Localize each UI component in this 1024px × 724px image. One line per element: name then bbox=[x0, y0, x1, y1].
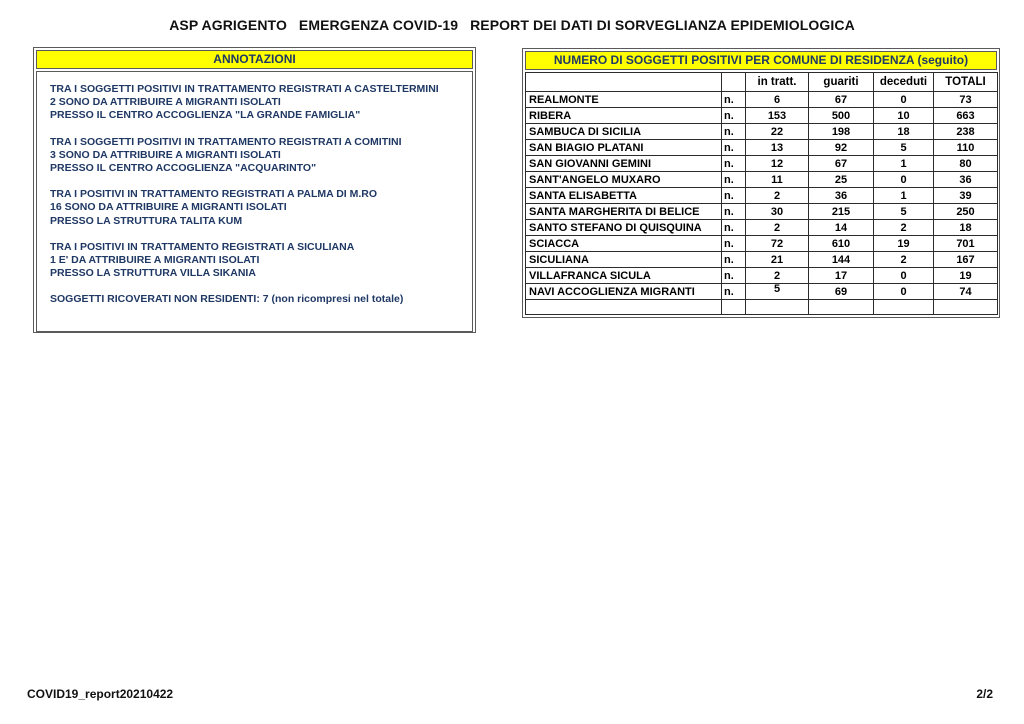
guariti-cell: 500 bbox=[809, 108, 874, 124]
in-tratt-cell: 12 bbox=[746, 156, 809, 172]
annotation-paragraph bbox=[50, 136, 459, 176]
totali-cell: 167 bbox=[934, 252, 998, 268]
in-tratt-cell: 2 bbox=[746, 268, 809, 284]
in-tratt-cell: 5 bbox=[746, 284, 809, 300]
table-row bbox=[526, 188, 998, 204]
comune-cell: SANTA ELISABETTA bbox=[526, 188, 722, 204]
deceduti-cell: 5 bbox=[874, 140, 934, 156]
annotation-line: TRA I POSITIVI IN TRATTAMENTO REGISTRATI A PALMA DI M.RO bbox=[50, 188, 378, 201]
table-row bbox=[526, 156, 998, 172]
deceduti-cell: 18 bbox=[874, 124, 934, 140]
guariti-cell: 67 bbox=[809, 156, 874, 172]
comune-cell: SAMBUCA DI SICILIA bbox=[526, 124, 722, 140]
positives-table-box bbox=[522, 48, 1000, 318]
in-tratt-cell: 30 bbox=[746, 204, 809, 220]
annotations-body bbox=[36, 71, 473, 332]
annotation-line: 2 SONO DA ATTRIBUIRE A MIGRANTI ISOLATI bbox=[50, 96, 281, 109]
annotation-line: 16 SONO DA ATTRIBUIRE A MIGRANTI ISOLATI bbox=[50, 201, 287, 214]
totali-cell: 19 bbox=[934, 268, 998, 284]
comune-cell: VILLAFRANCA SICULA bbox=[526, 268, 722, 284]
deceduti-cell: 2 bbox=[874, 220, 934, 236]
n-label-cell: n. bbox=[722, 92, 746, 108]
comune-cell: SANT'ANGELO MUXARO bbox=[526, 172, 722, 188]
in-tratt-cell: 2 bbox=[746, 188, 809, 204]
in-tratt-cell: 2 bbox=[746, 220, 809, 236]
n-label-cell: n. bbox=[722, 236, 746, 252]
table-row bbox=[526, 268, 998, 284]
guariti-cell: 17 bbox=[809, 268, 874, 284]
n-label-cell: n. bbox=[722, 252, 746, 268]
table-row bbox=[526, 252, 998, 268]
deceduti-cell: 2 bbox=[874, 252, 934, 268]
annotation-line: 1 E' DA ATTRIBUIRE A MIGRANTI ISOLATI bbox=[50, 254, 260, 267]
annotation-line: TRA I POSITIVI IN TRATTAMENTO REGISTRATI A SICULIANA bbox=[50, 240, 355, 253]
deceduti-cell: 19 bbox=[874, 236, 934, 252]
table-columns-row bbox=[526, 73, 998, 92]
comune-cell: NAVI ACCOGLIENZA MIGRANTI bbox=[526, 284, 722, 300]
comune-cell: SCIACCA bbox=[526, 236, 722, 252]
deceduti-cell: 0 bbox=[874, 172, 934, 188]
in-tratt-cell: 22 bbox=[746, 124, 809, 140]
annotation-paragraph bbox=[50, 188, 459, 228]
totali-cell: 701 bbox=[934, 236, 998, 252]
empty-cell bbox=[934, 300, 998, 315]
deceduti-cell: 0 bbox=[874, 268, 934, 284]
guariti-cell: 36 bbox=[809, 188, 874, 204]
guariti-cell: 144 bbox=[809, 252, 874, 268]
in-tratt-cell: 13 bbox=[746, 140, 809, 156]
positives-table-title: NUMERO DI SOGGETTI POSITIVI PER COMUNE DI RESIDENZA (seguito) bbox=[525, 51, 997, 70]
totali-cell: 250 bbox=[934, 204, 998, 220]
annotation-line: PRESSO IL CENTRO ACCOGLIENZA "LA GRANDE FAMIGLIA" bbox=[50, 109, 361, 122]
table-row bbox=[526, 220, 998, 236]
deceduti-cell: 10 bbox=[874, 108, 934, 124]
annotations-box bbox=[33, 47, 476, 333]
empty-cell bbox=[809, 300, 874, 315]
annotation-line: SOGGETTI RICOVERATI NON RESIDENTI: 7 (non ricompresi nel totale) bbox=[50, 293, 404, 306]
totali-cell: 238 bbox=[934, 124, 998, 140]
n-label-cell: n. bbox=[722, 268, 746, 284]
positives-table-wrap bbox=[525, 72, 997, 315]
guariti-cell: 92 bbox=[809, 140, 874, 156]
n-label-cell: n. bbox=[722, 220, 746, 236]
totali-cell: 39 bbox=[934, 188, 998, 204]
guariti-cell: 198 bbox=[809, 124, 874, 140]
comune-cell: SAN BIAGIO PLATANI bbox=[526, 140, 722, 156]
in-tratt-cell: 6 bbox=[746, 92, 809, 108]
empty-cell bbox=[526, 300, 722, 315]
column-header-empty bbox=[722, 73, 746, 92]
table-row bbox=[526, 284, 998, 300]
deceduti-cell: 5 bbox=[874, 204, 934, 220]
table-row bbox=[526, 140, 998, 156]
column-header: in tratt. bbox=[746, 73, 809, 92]
page-title: ASP AGRIGENTO EMERGENZA COVID-19 REPORT DEI DATI DI SORVEGLIANZA EPIDEMIOLOGICA bbox=[169, 17, 855, 33]
empty-cell bbox=[874, 300, 934, 315]
totali-cell: 80 bbox=[934, 156, 998, 172]
n-label-cell: n. bbox=[722, 140, 746, 156]
totali-cell: 663 bbox=[934, 108, 998, 124]
n-label-cell: n. bbox=[722, 172, 746, 188]
annotation-line: PRESSO LA STRUTTURA VILLA SIKANIA bbox=[50, 267, 256, 280]
n-label-cell: n. bbox=[722, 188, 746, 204]
table-row bbox=[526, 124, 998, 140]
deceduti-cell: 0 bbox=[874, 92, 934, 108]
guariti-cell: 67 bbox=[809, 92, 874, 108]
column-header: deceduti bbox=[874, 73, 934, 92]
totali-cell: 36 bbox=[934, 172, 998, 188]
in-tratt-cell: 21 bbox=[746, 252, 809, 268]
table-body bbox=[526, 92, 998, 315]
table-row bbox=[526, 204, 998, 220]
footer-filename: COVID19_report20210422 bbox=[27, 687, 174, 701]
n-label-cell: n. bbox=[722, 156, 746, 172]
table-row bbox=[526, 108, 998, 124]
totali-cell: 74 bbox=[934, 284, 998, 300]
guariti-cell: 610 bbox=[809, 236, 874, 252]
n-label-cell: n. bbox=[722, 284, 746, 300]
annotation-paragraph bbox=[50, 293, 459, 306]
annotation-line: 3 SONO DA ATTRIBUIRE A MIGRANTI ISOLATI bbox=[50, 148, 281, 161]
annotation-paragraph bbox=[50, 83, 459, 123]
annotation-paragraph bbox=[50, 241, 459, 281]
n-label-cell: n. bbox=[722, 124, 746, 140]
in-tratt-cell: 153 bbox=[746, 108, 809, 124]
table-empty-row bbox=[526, 300, 998, 315]
comune-cell: SANTO STEFANO DI QUISQUINA bbox=[526, 220, 722, 236]
comune-cell: SANTA MARGHERITA DI BELICE bbox=[526, 204, 722, 220]
annotations-header: ANNOTAZIONI bbox=[36, 50, 473, 69]
empty-cell bbox=[722, 300, 746, 315]
annotation-line: TRA I SOGGETTI POSITIVI IN TRATTAMENTO REGISTRATI A CASTELTERMINI bbox=[50, 83, 439, 95]
guariti-cell: 14 bbox=[809, 220, 874, 236]
comune-cell: RIBERA bbox=[526, 108, 722, 124]
table-row bbox=[526, 172, 998, 188]
positives-table bbox=[525, 72, 998, 315]
n-label-cell: n. bbox=[722, 108, 746, 124]
comune-cell: SICULIANA bbox=[526, 252, 722, 268]
guariti-cell: 69 bbox=[809, 284, 874, 300]
comune-cell: REALMONTE bbox=[526, 92, 722, 108]
column-header-empty bbox=[526, 73, 722, 92]
empty-cell bbox=[746, 300, 809, 315]
annotation-line: PRESSO LA STRUTTURA TALITA KUM bbox=[50, 214, 243, 227]
deceduti-cell: 1 bbox=[874, 156, 934, 172]
totali-cell: 110 bbox=[934, 140, 998, 156]
totali-cell: 73 bbox=[934, 92, 998, 108]
deceduti-cell: 1 bbox=[874, 188, 934, 204]
in-tratt-cell: 72 bbox=[746, 236, 809, 252]
column-header: TOTALI bbox=[934, 73, 998, 92]
table-row bbox=[526, 236, 998, 252]
annotation-line: PRESSO IL CENTRO ACCOGLIENZA "ACQUARINTO" bbox=[50, 162, 317, 175]
deceduti-cell: 0 bbox=[874, 284, 934, 300]
totali-cell: 18 bbox=[934, 220, 998, 236]
column-header: guariti bbox=[809, 73, 874, 92]
footer-page-number: 2/2 bbox=[976, 687, 993, 701]
annotation-line: TRA I SOGGETTI POSITIVI IN TRATTAMENTO REGISTRATI A COMITINI bbox=[50, 135, 402, 148]
guariti-cell: 215 bbox=[809, 204, 874, 220]
comune-cell: SAN GIOVANNI GEMINI bbox=[526, 156, 722, 172]
guariti-cell: 25 bbox=[809, 172, 874, 188]
n-label-cell: n. bbox=[722, 204, 746, 220]
table-row bbox=[526, 92, 998, 108]
in-tratt-cell: 11 bbox=[746, 172, 809, 188]
